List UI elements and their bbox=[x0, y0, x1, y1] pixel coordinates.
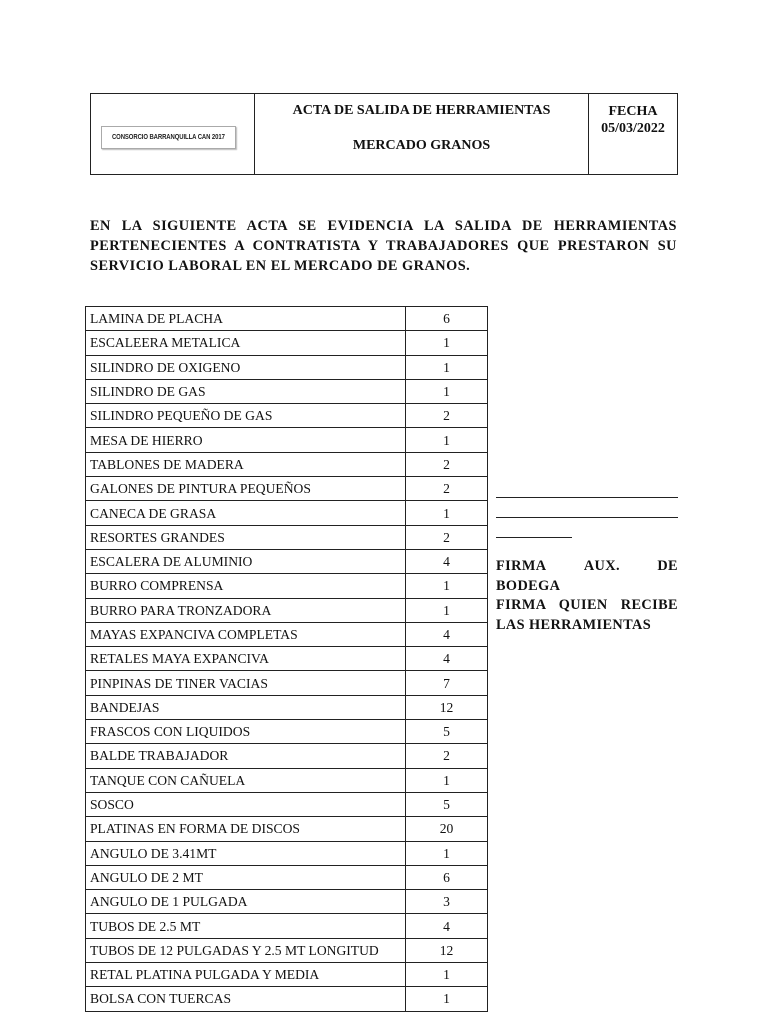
item-name: CANECA DE GRASA bbox=[86, 501, 406, 525]
item-name: SILINDRO DE GAS bbox=[86, 379, 406, 403]
signature-line bbox=[496, 497, 678, 498]
item-name: FRASCOS CON LIQUIDOS bbox=[86, 720, 406, 744]
table-row bbox=[86, 914, 488, 938]
item-name: BOLSA CON TUERCAS bbox=[86, 987, 406, 1011]
item-quantity: 1 bbox=[406, 841, 488, 865]
item-name: GALONES DE PINTURA PEQUEÑOS bbox=[86, 477, 406, 501]
aux-label-word: DE bbox=[657, 558, 678, 574]
aux-signature-label bbox=[496, 557, 678, 577]
item-quantity: 1 bbox=[406, 428, 488, 452]
header-table bbox=[90, 93, 678, 175]
table-row bbox=[86, 598, 488, 622]
item-name: BALDE TRABAJADOR bbox=[86, 744, 406, 768]
item-quantity: 4 bbox=[406, 647, 488, 671]
table-row bbox=[86, 841, 488, 865]
table-row bbox=[86, 792, 488, 816]
item-quantity: 2 bbox=[406, 477, 488, 501]
signature-line bbox=[496, 537, 572, 538]
document-title: ACTA DE SALIDA DE HERRAMIENTAS bbox=[292, 103, 551, 118]
table-row bbox=[86, 501, 488, 525]
item-quantity: 1 bbox=[406, 379, 488, 403]
item-name: LAMINA DE PLACHA bbox=[86, 307, 406, 331]
item-quantity: 12 bbox=[406, 938, 488, 962]
table-row bbox=[86, 525, 488, 549]
table-row bbox=[86, 428, 488, 452]
item-quantity: 2 bbox=[406, 744, 488, 768]
item-name: RETAL PLATINA PULGADA Y MEDIA bbox=[86, 963, 406, 987]
item-quantity: 4 bbox=[406, 549, 488, 573]
table-row bbox=[86, 622, 488, 646]
item-quantity: 12 bbox=[406, 695, 488, 719]
intro-paragraph: EN LA SIGUIENTE ACTA SE EVIDENCIA LA SALIDA DE HERRAMIENTAS PERTENECIENTES A CONTRATISTA Y TRABAJADORES QUE PRESTARON SU SERVICIO LABORAL EN EL MERCADO DE GRANOS. bbox=[90, 218, 677, 274]
item-quantity: 2 bbox=[406, 404, 488, 428]
item-name: ESCALERA DE ALUMINIO bbox=[86, 549, 406, 573]
date-label: FECHA bbox=[608, 104, 658, 119]
item-name: PLATINAS EN FORMA DE DISCOS bbox=[86, 817, 406, 841]
item-name: BURRO COMPRENSA bbox=[86, 574, 406, 598]
item-quantity: 1 bbox=[406, 963, 488, 987]
table-row bbox=[86, 744, 488, 768]
item-quantity: 1 bbox=[406, 768, 488, 792]
table-row bbox=[86, 574, 488, 598]
date-value: 05/03/2022 bbox=[601, 121, 665, 136]
item-name: RESORTES GRANDES bbox=[86, 525, 406, 549]
item-name: ESCALEERA METALICA bbox=[86, 331, 406, 355]
item-quantity: 2 bbox=[406, 452, 488, 476]
item-name: SILINDRO PEQUEÑO DE GAS bbox=[86, 404, 406, 428]
table-row bbox=[86, 938, 488, 962]
item-name: PINPINAS DE TINER VACIAS bbox=[86, 671, 406, 695]
aux-label-word: AUX. bbox=[583, 558, 620, 574]
table-row bbox=[86, 355, 488, 379]
item-name: ANGULO DE 2 MT bbox=[86, 865, 406, 889]
table-row bbox=[86, 452, 488, 476]
signature-line bbox=[496, 517, 678, 518]
item-name: TANQUE CON CAÑUELA bbox=[86, 768, 406, 792]
table-row bbox=[86, 720, 488, 744]
table-row bbox=[86, 379, 488, 403]
signature-block bbox=[496, 557, 678, 635]
date-cell bbox=[589, 94, 678, 175]
aux-signature-label-line2: BODEGA bbox=[496, 577, 561, 594]
item-name: MESA DE HIERRO bbox=[86, 428, 406, 452]
table-row bbox=[86, 695, 488, 719]
document-subtitle: MERCADO GRANOS bbox=[352, 138, 491, 153]
item-quantity: 4 bbox=[406, 622, 488, 646]
table-row bbox=[86, 768, 488, 792]
item-name: TUBOS DE 12 PULGADAS Y 2.5 MT LONGITUD bbox=[86, 938, 406, 962]
item-quantity: 7 bbox=[406, 671, 488, 695]
title-cell bbox=[255, 94, 589, 175]
item-name: BURRO PARA TRONZADORA bbox=[86, 598, 406, 622]
item-quantity: 1 bbox=[406, 574, 488, 598]
table-row bbox=[86, 477, 488, 501]
logo-cell bbox=[91, 94, 255, 175]
company-logo bbox=[101, 126, 236, 149]
item-name: SILINDRO DE OXIGENO bbox=[86, 355, 406, 379]
table-row bbox=[86, 647, 488, 671]
receiver-signature-label: FIRMA QUIEN RECIBE LAS HERRAMIENTAS bbox=[496, 597, 678, 633]
table-row bbox=[86, 331, 488, 355]
item-quantity: 2 bbox=[406, 525, 488, 549]
table-row bbox=[86, 307, 488, 331]
table-row bbox=[86, 987, 488, 1011]
item-name: TUBOS DE 2.5 MT bbox=[86, 914, 406, 938]
item-name: SOSCO bbox=[86, 792, 406, 816]
item-quantity: 1 bbox=[406, 331, 488, 355]
item-quantity: 5 bbox=[406, 792, 488, 816]
item-quantity: 6 bbox=[406, 307, 488, 331]
item-name: ANGULO DE 1 PULGADA bbox=[86, 890, 406, 914]
table-row bbox=[86, 890, 488, 914]
item-name: RETALES MAYA EXPANCIVA bbox=[86, 647, 406, 671]
item-quantity: 1 bbox=[406, 598, 488, 622]
item-quantity: 4 bbox=[406, 914, 488, 938]
item-quantity: 1 bbox=[406, 355, 488, 379]
item-quantity: 3 bbox=[406, 890, 488, 914]
item-name: ANGULO DE 3.41MT bbox=[86, 841, 406, 865]
item-quantity: 1 bbox=[406, 501, 488, 525]
table-row bbox=[86, 865, 488, 889]
table-row bbox=[86, 963, 488, 987]
table-row bbox=[86, 671, 488, 695]
items-table bbox=[85, 306, 488, 1012]
item-quantity: 5 bbox=[406, 720, 488, 744]
aux-label-word: FIRMA bbox=[496, 558, 547, 574]
items-table-body bbox=[86, 307, 488, 1012]
item-quantity: 6 bbox=[406, 865, 488, 889]
item-quantity: 20 bbox=[406, 817, 488, 841]
item-quantity: 1 bbox=[406, 987, 488, 1011]
item-name: BANDEJAS bbox=[86, 695, 406, 719]
item-name: MAYAS EXPANCIVA COMPLETAS bbox=[86, 622, 406, 646]
logo-text: CONSORCIO BARRANQUILLA CAN 2017 bbox=[112, 134, 225, 141]
table-row bbox=[86, 817, 488, 841]
table-row bbox=[86, 549, 488, 573]
item-name: TABLONES DE MADERA bbox=[86, 452, 406, 476]
table-row bbox=[86, 404, 488, 428]
